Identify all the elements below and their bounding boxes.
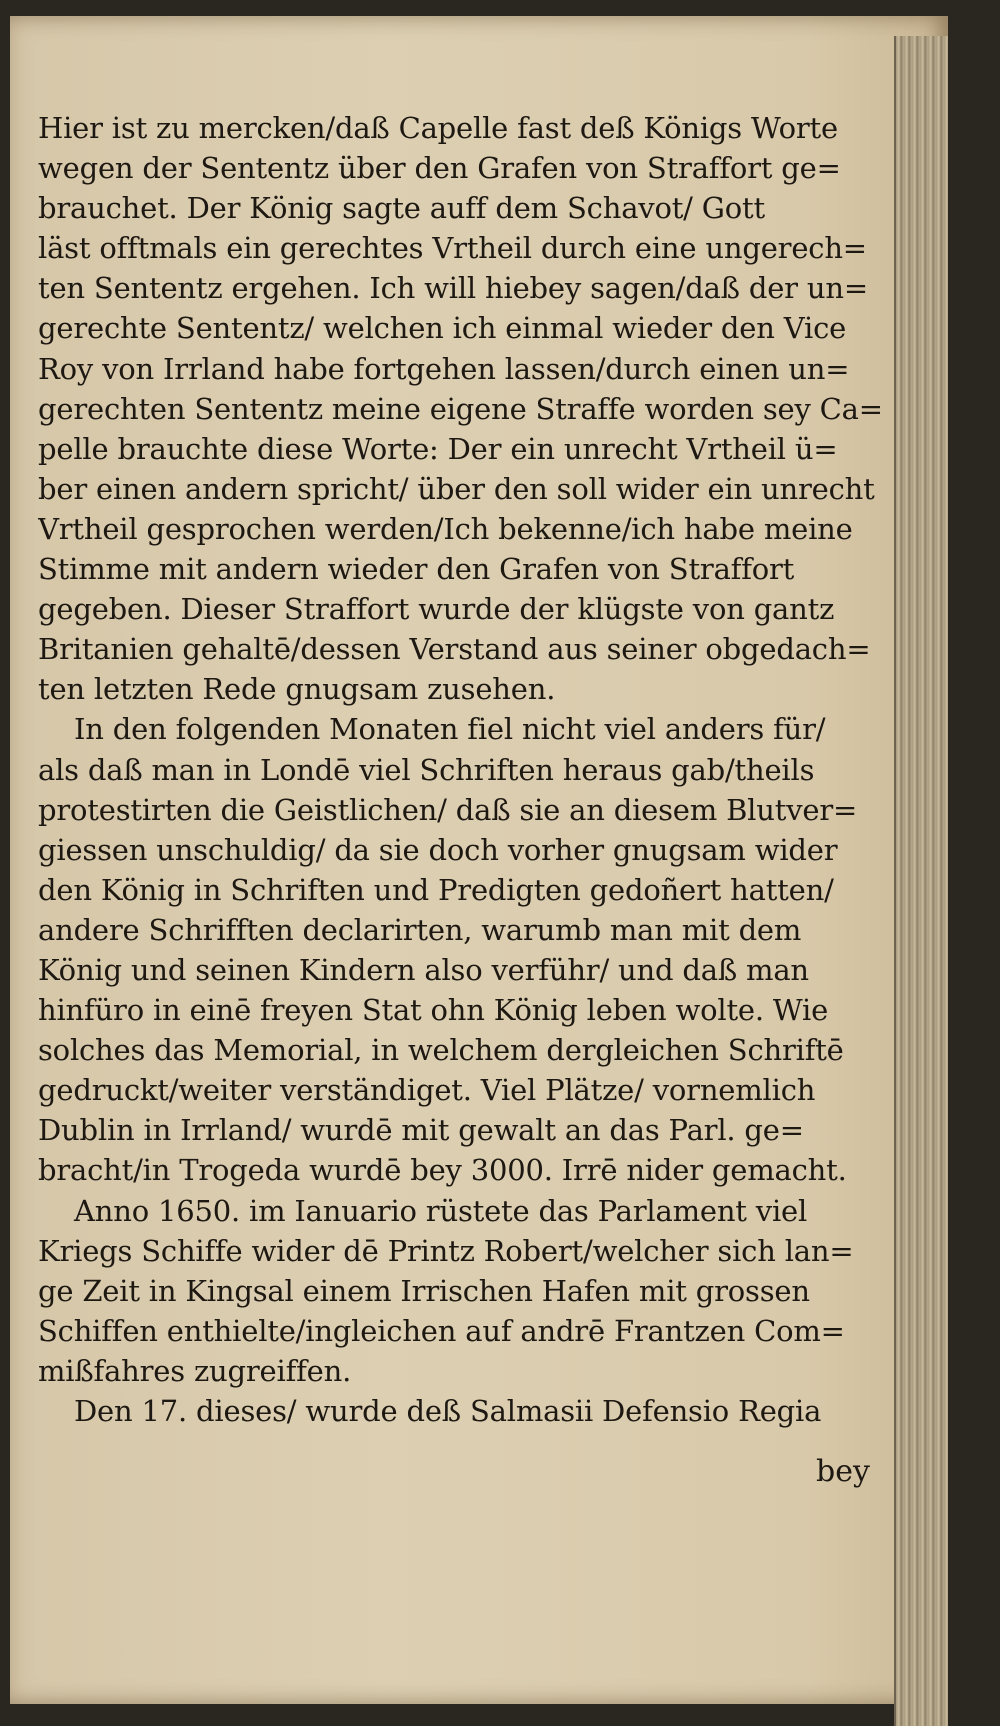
text-line: König und seinen Kindern also verführ/ und daß man [38,952,809,987]
text-line: Stimme mit andern wieder den Grafen von Straffort [38,552,795,587]
text-line: ten Sententz ergehen. Ich will hiebey sagen/daß der un= [38,271,868,306]
text-line: ber einen andern spricht/ über den soll wider ein unrecht [38,471,875,506]
text-line: ge Zeit in Kingsal einem Irrischen Hafen mit grossen [38,1273,810,1308]
text-line: Kriegs Schiffe wider dē Printz Robert/welcher sich lan= [38,1233,854,1268]
paragraph-start-line: Den 17. dieses/ wurde deß Salmasii Defensio Regia [74,1394,822,1428]
text-line: bracht/in Trogeda wurdē bey 3000. Irrē nider gemacht. [38,1153,847,1188]
text-line: protestirten die Geistlichen/ daß sie an diesem Blutver= [38,792,858,827]
text-line: ten letzten Rede gnugsam zusehen. [38,672,556,707]
paragraph-start-line: In den folgenden Monaten fiel nicht viel anders für/ [74,712,826,747]
text-line: solches das Memorial, in welchem dergleichen Schriftē [38,1033,844,1068]
text-line: läst offtmals ein gerechtes Vrtheil durch eine ungerech= [38,231,867,266]
text-line: brauchet. Der König sagte auff dem Schavot/ Gott [38,191,765,226]
text-line: pelle brauchte diese Worte: Der ein unrecht Vrtheil ü= [38,431,838,466]
text-line: Britanien gehaltē/dessen Verstand aus seiner obgedach= [38,632,871,667]
text-line: gerechte Sententz/ welchen ich einmal wieder den Vice [38,311,847,346]
text-line: gegeben. Dieser Straffort wurde der klügste von gantz [38,592,835,627]
text-line: giessen unschuldig/ da sie doch vorher gnugsam wider [38,832,838,867]
text-line: den König in Schriften und Predigten gedoñert hatten/ [38,872,834,907]
text-line: wegen der Sententz über den Grafen von Straffort ge= [38,151,841,186]
text-line: gerechten Sententz meine eigene Straffe worden sey Ca= [38,391,883,426]
text-line: hinfüro in einē freyen Stat ohn König leben wolte. Wie [38,993,829,1028]
text-line: mißfahres zugreiffen. [38,1353,352,1388]
catchword: bey [816,1454,870,1489]
paragraph-start-line: Anno 1650. im Ianuario rüstete das Parlament viel [74,1193,808,1228]
text-line: als daß man in Londē viel Schriften heraus gab/theils [38,752,815,787]
body-text [38,108,893,1431]
text-line: Hier ist zu mercken/daß Capelle fast deß Königs Worte [38,111,838,145]
text-line: Vrtheil gesprochen werden/Ich bekenne/ich habe meine [38,511,853,546]
text-line: andere Schrifften declarirten, warumb man mit dem [38,912,802,947]
text-line: Dublin in Irrland/ wurdē mit gewalt an das Parl. ge= [38,1113,804,1148]
text-line: Schiffen enthielte/ingleichen auf andrē Frantzen Com= [38,1313,845,1348]
page-edge-stack [894,36,948,1726]
book-page [10,16,948,1704]
text-line: Roy von Irrland habe fortgehen lassen/durch einen un= [38,351,850,386]
text-line: gedruckt/weiter verständiget. Viel Plätze/ vornemlich [38,1073,816,1108]
